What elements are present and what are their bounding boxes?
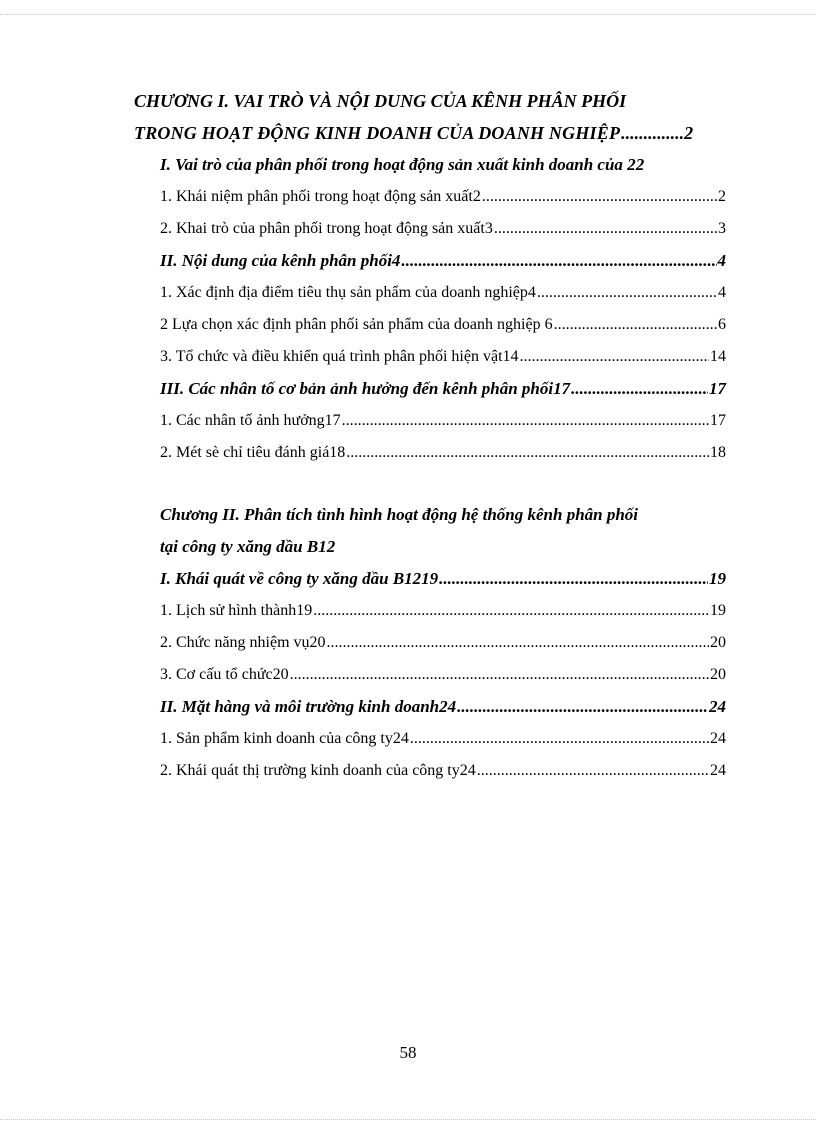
chapter-1-heading-line2[interactable] [134, 117, 726, 149]
dot-leader [410, 723, 709, 755]
toc-section-1-1[interactable] [134, 149, 726, 181]
chapter-2-title-line2: tại công ty xăng dầu B12 [160, 537, 336, 556]
toc-item[interactable] [134, 437, 726, 469]
page-number: 20 [710, 634, 726, 651]
toc-item[interactable] [134, 405, 726, 437]
toc-section-1-3[interactable] [134, 373, 726, 405]
page-number: 24 [710, 762, 726, 779]
page-number: 4 [718, 284, 726, 301]
page-number: 24 [709, 697, 726, 716]
section-title: II. Mặt hàng và môi trường kinh doanh24 [160, 697, 457, 716]
item-title: 3. Cơ cấu tổ chức20 [160, 666, 289, 683]
dot-leader [537, 277, 717, 309]
item-title: 2 Lựa chọn xác định phân phối sản phẩm của doanh nghiệp 6 [160, 316, 553, 333]
page-number: 19 [710, 602, 726, 619]
dot-leader [401, 245, 716, 277]
item-title: 1. Khái niệm phân phối trong hoạt động sản xuất2 [160, 188, 481, 205]
toc-item[interactable] [134, 309, 726, 341]
chapter-spacer [134, 469, 726, 499]
item-title: 1. Các nhân tố ảnh hưởng17 [160, 412, 341, 429]
page-border-top [0, 14, 816, 15]
dot-leader [290, 659, 709, 691]
page-number-footer: 58 [399, 1043, 417, 1062]
dot-leader [457, 691, 708, 723]
dot-leader [571, 373, 708, 405]
page-number: 4 [717, 251, 726, 270]
item-title: 1. Lịch sử hình thành19 [160, 602, 313, 619]
dot-leader [313, 595, 709, 627]
toc-item[interactable] [134, 181, 726, 213]
item-title: 2. Khai trò của phân phối trong hoạt động sản xuất3 [160, 220, 493, 237]
item-title: 2. Khái quát thị trường kinh doanh của công ty24 [160, 762, 476, 779]
dot-leader [621, 117, 683, 149]
chapter-2-heading-line1 [134, 499, 726, 531]
toc-item[interactable] [134, 341, 726, 373]
dot-leader [439, 563, 708, 595]
page-number: 3 [718, 220, 726, 237]
toc-item[interactable] [134, 277, 726, 309]
page-footer [0, 1043, 816, 1063]
section-title: III. Các nhân tố cơ bản ảnh hưởng đến kênh phân phối17 [160, 379, 571, 398]
item-title: 3. Tổ chức và điều khiển quá trình phân phối hiện vật14 [160, 348, 519, 365]
page-number: 2 [718, 188, 726, 205]
chapter-2-heading-line2[interactable] [134, 531, 726, 563]
dot-leader [482, 181, 717, 213]
toc-section-2-2[interactable] [134, 691, 726, 723]
dot-leader [554, 309, 717, 341]
page-number: 6 [718, 316, 726, 333]
dot-leader [342, 405, 709, 437]
dot-leader [477, 755, 709, 787]
toc-item[interactable] [134, 213, 726, 245]
section-title: II. Nội dung của kênh phân phối4 [160, 251, 401, 270]
item-title: 2. Mét sè chỉ tiêu đánh giá18 [160, 444, 346, 461]
item-title: 1. Xác định địa điểm tiêu thụ sản phẩm của doanh nghiệp4 [160, 284, 536, 301]
page-number: 2 [684, 123, 694, 143]
toc-item[interactable] [134, 627, 726, 659]
dot-leader [520, 341, 709, 373]
page-number: 14 [710, 348, 726, 365]
page-number: 19 [709, 569, 726, 588]
page-number: 24 [710, 730, 726, 747]
toc-item[interactable] [134, 659, 726, 691]
page-number: 17 [709, 379, 726, 398]
page-number: 2 [635, 155, 645, 174]
page-number: 18 [710, 444, 726, 461]
chapter-1-title-line1: CHƯƠNG I. VAI TRÒ VÀ NỘI DUNG CỦA KÊNH PHÂN PHỐI [134, 91, 627, 111]
page-border-bottom [0, 1119, 816, 1120]
toc-item[interactable] [134, 755, 726, 787]
item-title: 1. Sản phẩm kinh doanh của công ty24 [160, 730, 409, 747]
toc-item[interactable] [134, 723, 726, 755]
chapter-1-heading-line1 [134, 85, 726, 117]
section-title: I. Khái quát về công ty xăng dầu B1219 [160, 569, 439, 588]
dot-leader [346, 437, 709, 469]
page-number: 17 [710, 412, 726, 429]
dot-leader [494, 213, 717, 245]
page-number: 20 [710, 666, 726, 683]
table-of-contents [134, 85, 726, 787]
section-title: I. Vai trò của phân phối trong hoạt động sản xuất kinh doanh của 2 [160, 155, 636, 174]
dot-leader [327, 627, 709, 659]
toc-item[interactable] [134, 595, 726, 627]
item-title: 2. Chức năng nhiệm vụ20 [160, 634, 326, 651]
toc-section-2-1[interactable] [134, 563, 726, 595]
chapter-1-title-line2: TRONG HOẠT ĐỘNG KINH DOANH CỦA DOANH NGHIỆP [134, 123, 621, 143]
chapter-2-title-line1: Chương II. Phân tích tình hình hoạt động hệ thống kênh phân phối [160, 505, 639, 524]
toc-section-1-2[interactable] [134, 245, 726, 277]
